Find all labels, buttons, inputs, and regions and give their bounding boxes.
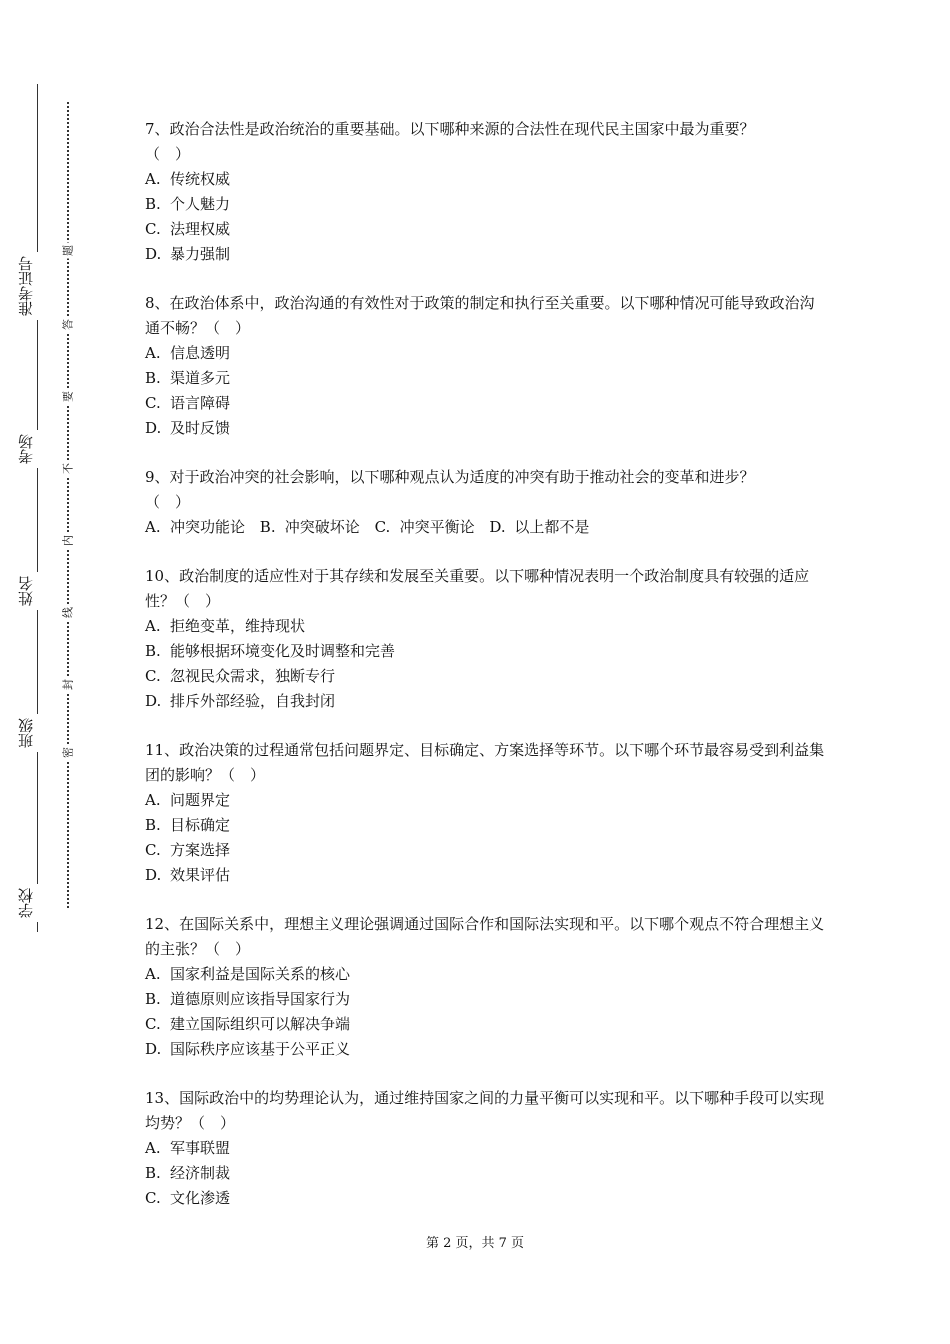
question-9 [145, 465, 825, 540]
question-11 [145, 738, 825, 888]
answer-bracket: （ ） [145, 145, 191, 163]
option-a: A. 问题界定 [145, 791, 231, 809]
seal-char: 线 [60, 605, 77, 621]
question-10 [145, 564, 825, 714]
question-7 [145, 117, 825, 267]
option-a: A. 信息透明 [145, 344, 231, 362]
seal-char: 答 [60, 317, 77, 333]
page-footer: 第 2 页，共 7 页 [425, 1236, 525, 1251]
option-c: C. 文化渗透 [145, 1189, 231, 1207]
question-stem: 10、政治制度的适应性对于其存续和发展至关重要。以下哪种情况表明一个政治制度具有较强的适应性？（ ） [145, 567, 810, 610]
question-list [145, 117, 825, 1235]
seal-char: 封 [60, 677, 77, 693]
seal-char: 题 [60, 243, 77, 259]
option-d: D. 效果评估 [145, 866, 231, 884]
question-stem: 11、政治决策的过程通常包括问题界定、目标确定、方案选择等环节。以下哪个环节最容易受到利益集团的影响？（ ） [145, 741, 825, 784]
option-d: D. 暴力强制 [145, 245, 231, 263]
question-stem: 9、对于政治冲突的社会影响，以下哪种观点认为适度的冲突有助于推动社会的变革和进步？ （ ） [145, 468, 755, 511]
question-13 [145, 1086, 825, 1211]
option-b: B. 能够根据环境变化及时调整和完善 [145, 642, 396, 660]
option-b: B. 渠道多元 [145, 369, 231, 387]
field-school: 学校 [18, 884, 56, 922]
option-b: B. 目标确定 [145, 816, 231, 834]
option-a: A. 国家利益是国际关系的核心 [145, 965, 351, 983]
option-a: A. 冲突功能论 [145, 518, 246, 536]
question-stem: 8、在政治体系中，政治沟通的有效性对于政策的制定和执行至关重要。以下哪种情况可能导致政治沟通不畅？（ ） [145, 294, 815, 337]
question-stem: 12、在国际关系中，理想主义理论强调通过国际合作和国际法实现和平。以下哪个观点不符合理想主义的主张？（ ） [145, 915, 825, 958]
seal-dotted-line [67, 102, 69, 908]
question-stem: 13、国际政治中的均势理论认为，通过维持国家之间的力量平衡可以实现和平。以下哪种手段可以实现均势？（ ） [145, 1089, 825, 1132]
option-c: C. 冲突平衡论 [374, 518, 475, 536]
option-d: D. 及时反馈 [145, 419, 231, 437]
seal-char: 要 [60, 389, 77, 405]
question-12 [145, 912, 825, 1062]
seal-char: 内 [60, 533, 77, 549]
field-name: 姓名 [18, 572, 56, 610]
seal-char: 不 [60, 461, 77, 477]
field-class: 班级 [18, 714, 56, 752]
binding-solid-line [37, 84, 38, 932]
field-exam-room: 考场 [18, 430, 56, 468]
question-8 [145, 291, 825, 441]
option-b: B. 个人魅力 [145, 195, 231, 213]
option-a: A. 军事联盟 [145, 1139, 231, 1157]
option-c: C. 方案选择 [145, 841, 231, 859]
option-a: A. 传统权威 [145, 170, 231, 188]
seal-char: 密 [60, 745, 77, 761]
option-c: C. 语言障碍 [145, 394, 231, 412]
question-stem: 7、政治合法性是政治统治的重要基础。以下哪种来源的合法性在现代民主国家中最为重要？ （ ） [145, 120, 755, 163]
field-exam-number: 准考证号 [18, 252, 56, 320]
option-d: D. 以上都不是 [489, 518, 590, 536]
option-b: B. 道德原则应该指导国家行为 [145, 990, 351, 1008]
option-d: D. 国际秩序应该基于公平正义 [145, 1040, 351, 1058]
answer-bracket: （ ） [145, 493, 191, 511]
option-b: B. 经济制裁 [145, 1164, 231, 1182]
option-b: B. 冲突破坏论 [259, 518, 360, 536]
option-a: A. 拒绝变革，维持现状 [145, 617, 306, 635]
option-d: D. 排斥外部经验，自我封闭 [145, 692, 336, 710]
option-c: C. 法理权威 [145, 220, 231, 238]
option-c: C. 忽视民众需求，独断专行 [145, 667, 336, 685]
option-c: C. 建立国际组织可以解决争端 [145, 1015, 351, 1033]
